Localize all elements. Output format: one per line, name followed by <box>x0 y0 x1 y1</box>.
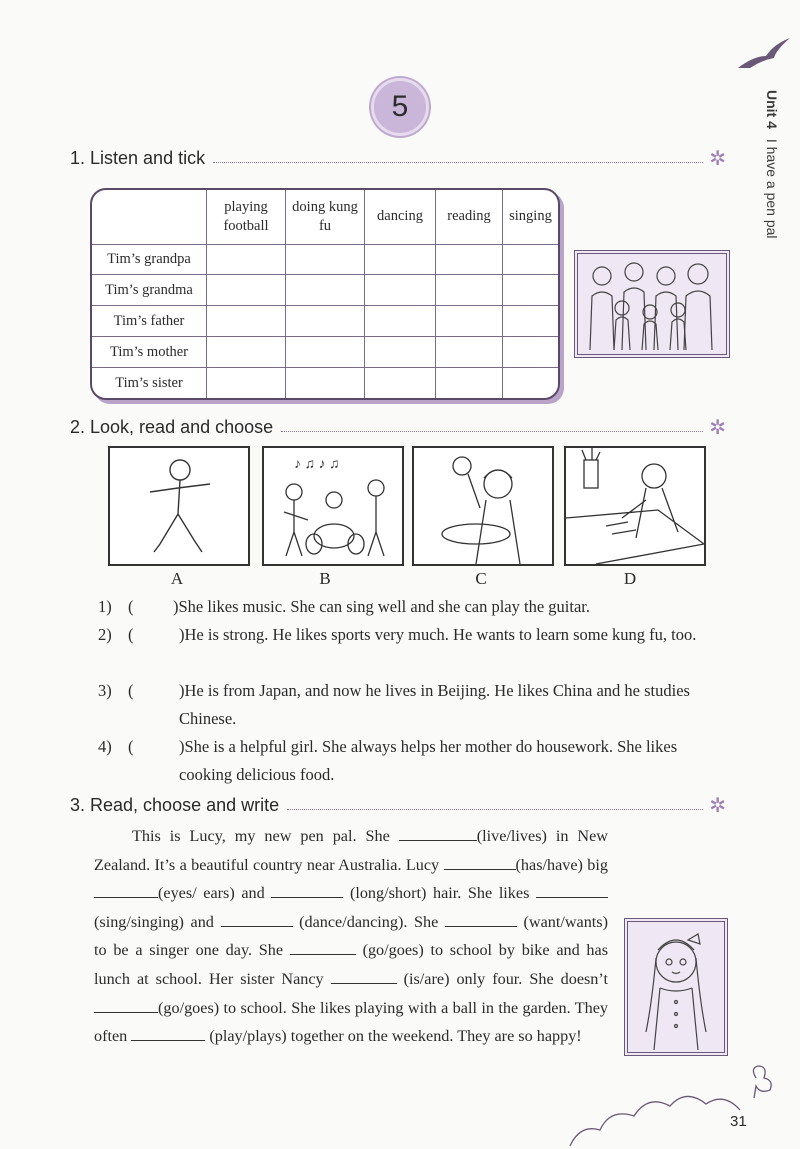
tick-cell[interactable] <box>436 275 503 306</box>
table-header: playing football <box>207 190 286 244</box>
picture-b <box>262 446 404 566</box>
fill-in-blank[interactable] <box>131 1039 205 1041</box>
passage-segment: (long/short) hair. She likes <box>343 884 537 903</box>
tick-cell[interactable] <box>436 244 503 275</box>
passage-segment: (has/have) big <box>515 855 608 874</box>
star-icon: ✲ <box>709 416 726 439</box>
passage-segment: This is Lucy, my new pen pal. She <box>132 827 399 845</box>
question-number: 3) <box>98 681 112 700</box>
tick-cell[interactable] <box>207 368 286 398</box>
passage-segment: (go/goes) to school by bike and has lunch at school. Her sister Nancy <box>94 941 609 988</box>
picture-c <box>412 446 554 566</box>
question-text: )He is strong. He likes sports very much. He wants to learn some kung fu, too. <box>179 625 697 644</box>
tick-cell[interactable] <box>365 337 436 368</box>
section2-heading <box>70 417 726 438</box>
tick-cell[interactable] <box>503 306 559 337</box>
fill-in-blank[interactable] <box>94 1011 158 1013</box>
svg-text:♪ ♫ ♪ ♫: ♪ ♫ ♪ ♫ <box>294 457 340 472</box>
picture-d <box>564 446 706 566</box>
answer-slot[interactable]: ( <box>128 737 134 756</box>
table-header: dancing <box>365 190 436 244</box>
tick-cell[interactable] <box>207 275 286 306</box>
tick-cell[interactable] <box>286 306 365 337</box>
page-number: 31 <box>730 1113 747 1130</box>
fill-in-blank[interactable] <box>536 896 608 898</box>
painting-boy-illustration <box>566 448 704 564</box>
tick-cell[interactable] <box>207 244 286 275</box>
passage-segment: (live/lives) in New Zealand. It’s a beautiful country near Australia. Lucy <box>94 827 608 874</box>
family-illustration <box>578 254 726 354</box>
table-row-label: Tim’s father <box>92 306 207 337</box>
fill-in-blank[interactable] <box>444 868 516 870</box>
passage-segment: (sing/singing) and <box>94 912 221 931</box>
fill-in-blank[interactable] <box>94 896 158 898</box>
girl-illustration <box>628 922 724 1052</box>
tick-cell[interactable] <box>365 368 436 398</box>
section2-title: 2. Look, read and choose <box>70 417 274 437</box>
tick-table <box>90 188 560 400</box>
passage-segment: (want/wants) to be a singer one day. She <box>94 912 608 960</box>
passage-segment: (dance/dancing). She <box>292 912 445 931</box>
tick-cell[interactable] <box>286 337 365 368</box>
question-text: )She likes music. She can sing well and she can play the guitar. <box>173 597 590 616</box>
tick-cell[interactable] <box>286 275 365 306</box>
lucy-picture <box>624 918 728 1056</box>
kung-fu-boy-illustration <box>110 448 248 564</box>
unit-label: Unit 4 <box>764 90 780 129</box>
tick-cell[interactable] <box>436 337 503 368</box>
table-header: doing kung fu <box>286 190 365 244</box>
tick-cell[interactable] <box>207 337 286 368</box>
family-picture <box>574 250 730 358</box>
tick-cell[interactable] <box>436 368 503 398</box>
passage-text <box>94 822 608 1051</box>
picture-label-d: D <box>623 569 637 588</box>
question-text: )He is from Japan, and now he lives in Beijing. He likes China and he studies Chinese. <box>179 681 690 728</box>
table-header-blank <box>92 190 207 244</box>
table-row-label: Tim’s mother <box>92 337 207 368</box>
passage-segment: (eyes/ ears) and <box>158 884 272 903</box>
question-number: 2) <box>98 625 112 644</box>
table-header: singing <box>503 190 559 244</box>
fill-in-blank[interactable] <box>445 925 517 927</box>
section1-heading <box>70 148 726 169</box>
answer-slot[interactable]: ( <box>128 625 134 644</box>
tick-cell[interactable] <box>503 275 559 306</box>
tick-cell[interactable] <box>365 244 436 275</box>
unit-title: I have a pen pal <box>764 138 780 239</box>
tick-cell[interactable] <box>286 368 365 398</box>
fill-in-blank[interactable] <box>399 839 477 841</box>
passage-segment: (is/are) only four. She doesn’t <box>396 969 608 988</box>
tick-cell[interactable] <box>365 275 436 306</box>
table-row-label: Tim’s grandpa <box>92 244 207 275</box>
picture-a <box>108 446 250 566</box>
tick-cell[interactable] <box>207 306 286 337</box>
section1-title: 1. Listen and tick <box>70 148 206 168</box>
tick-cell[interactable] <box>503 337 559 368</box>
question-number: 4) <box>98 737 112 756</box>
star-icon: ✲ <box>709 794 726 817</box>
lesson-badge <box>371 78 429 136</box>
cloud-decoration-icon <box>560 1064 800 1149</box>
passage-segment: (go/goes) to school. She likes playing with a ball in the garden. They often <box>94 998 608 1046</box>
passage <box>94 822 608 1051</box>
passage-segment: (play/plays) together on the weekend. They are so happy! <box>205 1027 582 1046</box>
tick-cell[interactable] <box>436 306 503 337</box>
question-4 <box>98 733 718 789</box>
answer-slot[interactable]: ( <box>128 681 134 700</box>
answer-slot[interactable]: ( <box>128 597 134 616</box>
fill-in-blank[interactable] <box>290 953 356 955</box>
star-icon: ✲ <box>709 147 726 170</box>
band-illustration <box>264 448 402 564</box>
tick-cell[interactable] <box>365 306 436 337</box>
picture-label-a: A <box>170 569 184 588</box>
fill-in-blank[interactable] <box>221 925 293 927</box>
picture-label-c: C <box>475 569 487 588</box>
question-2 <box>98 621 718 677</box>
fill-in-blank[interactable] <box>331 982 397 984</box>
cooking-girl-illustration <box>414 448 552 564</box>
question-text: )She is a helpful girl. She always helps her mother do housework. She likes cooking delicious food. <box>179 737 678 784</box>
question-number: 1) <box>98 597 112 616</box>
lesson-number: 5 <box>391 90 409 123</box>
tick-cell[interactable] <box>503 368 559 398</box>
table-row-label: Tim’s sister <box>92 368 207 398</box>
bird-icon <box>736 34 792 74</box>
question-3 <box>98 677 718 733</box>
section3-title: 3. Read, choose and write <box>70 795 280 815</box>
table-row-label: Tim’s grandma <box>92 275 207 306</box>
unit-side-tab <box>752 70 786 260</box>
question-1 <box>98 593 718 621</box>
tick-cell[interactable] <box>503 244 559 275</box>
fill-in-blank[interactable] <box>271 896 343 898</box>
table-header: reading <box>436 190 503 244</box>
picture-label-b: B <box>319 569 331 588</box>
section3-heading <box>70 795 726 816</box>
tick-cell[interactable] <box>286 244 365 275</box>
